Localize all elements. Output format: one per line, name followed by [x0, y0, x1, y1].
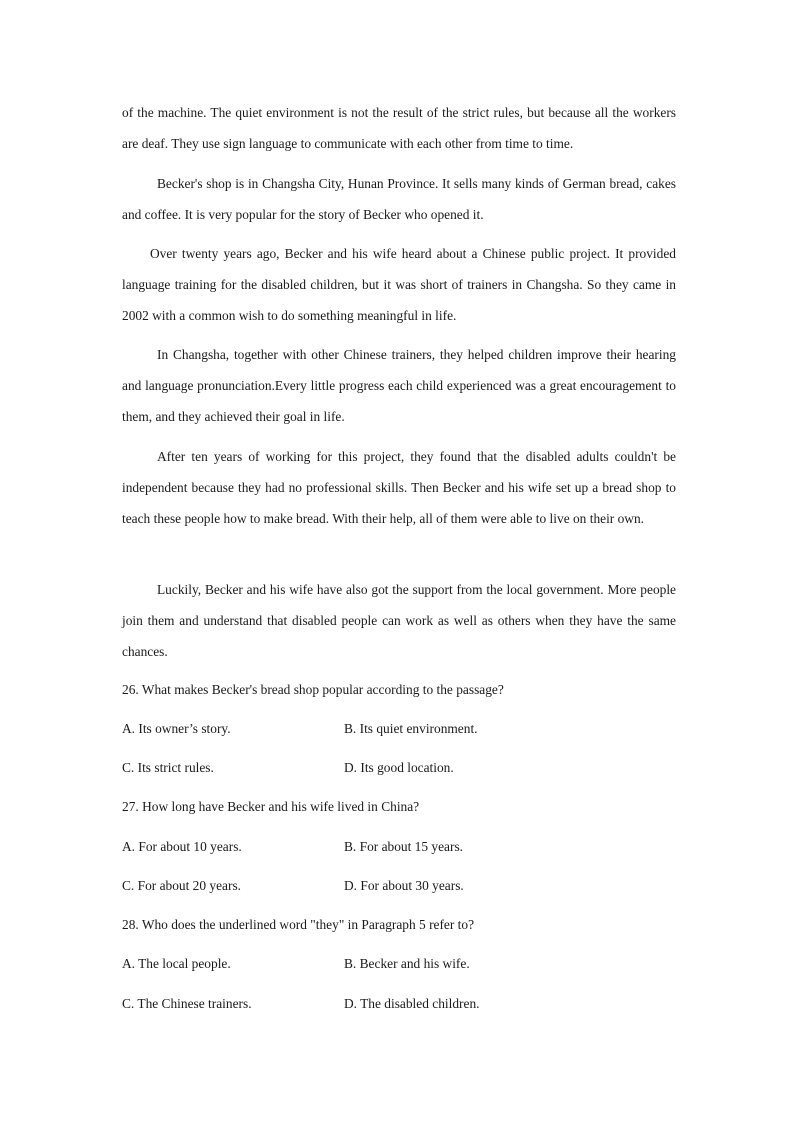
question-26-option-a[interactable]: A. Its owner’s story. [122, 721, 231, 736]
question-28-stem: 28. Who does the underlined word "they" in Paragraph 5 refer to? [122, 917, 475, 932]
question-27-options-row-2 [122, 876, 682, 896]
question-26-option-d[interactable]: D. Its good location. [344, 760, 454, 775]
passage-paragraph-6: Luckily, Becker and his wife have also got the support from the local government. More people join them and understand that disabled people can work as well as others when they have the same chances. [122, 582, 676, 659]
question-28-option-d[interactable]: D. The disabled children. [344, 996, 480, 1011]
question-26-options-row-1 [122, 719, 682, 739]
passage-paragraph-4: In Changsha, together with other Chinese trainers, they helped children improve their hearing and language pronunciation.Every little progress each child experienced was a great encouragement to them, and they achieved their goal in life. [122, 347, 676, 424]
passage-paragraph-2: Becker's shop is in Changsha City, Hunan Province. It sells many kinds of German bread, cakes and coffee. It is very popular for the story of Becker who opened it. [122, 176, 676, 222]
question-28-option-c[interactable]: C. The Chinese trainers. [122, 996, 252, 1011]
question-28-option-a[interactable]: A. The local people. [122, 956, 231, 971]
passage-paragraph-3: Over twenty years ago, Becker and his wife heard about a Chinese public project. It provided language training for the disabled children, but it was short of trainers in Changsha. So they came in 2002 with a common wish to do something meaningful in life. [122, 246, 676, 323]
passage-paragraph-5: After ten years of working for this project, they found that the disabled adults couldn't be independent because they had no professional skills. Then Becker and his wife set up a bread shop to teach these people how to make bread. With their help, all of them were able to live on their own. [122, 449, 676, 526]
question-26-option-b[interactable]: B. Its quiet environment. [344, 721, 478, 736]
question-28-options-row-2 [122, 994, 682, 1014]
question-28-options-row-1 [122, 954, 682, 974]
question-27-option-b[interactable]: B. For about 15 years. [344, 839, 464, 854]
question-26-options-row-2 [122, 758, 682, 778]
question-27-option-c[interactable]: C. For about 20 years. [122, 878, 242, 893]
question-27-options-row-1 [122, 837, 682, 857]
question-26-stem: 26. What makes Becker's bread shop popular according to the passage? [122, 682, 504, 697]
question-27-option-a[interactable]: A. For about 10 years. [122, 839, 242, 854]
question-27-stem: 27. How long have Becker and his wife lived in China? [122, 799, 420, 814]
question-27-option-d[interactable]: D. For about 30 years. [344, 878, 464, 893]
passage-paragraph-1: of the machine. The quiet environment is not the result of the strict rules, but because all the workers are deaf. They use sign language to communicate with each other from time to time. [122, 105, 676, 151]
question-28-option-b[interactable]: B. Becker and his wife. [344, 956, 470, 971]
question-26-option-c[interactable]: C. Its strict rules. [122, 760, 214, 775]
